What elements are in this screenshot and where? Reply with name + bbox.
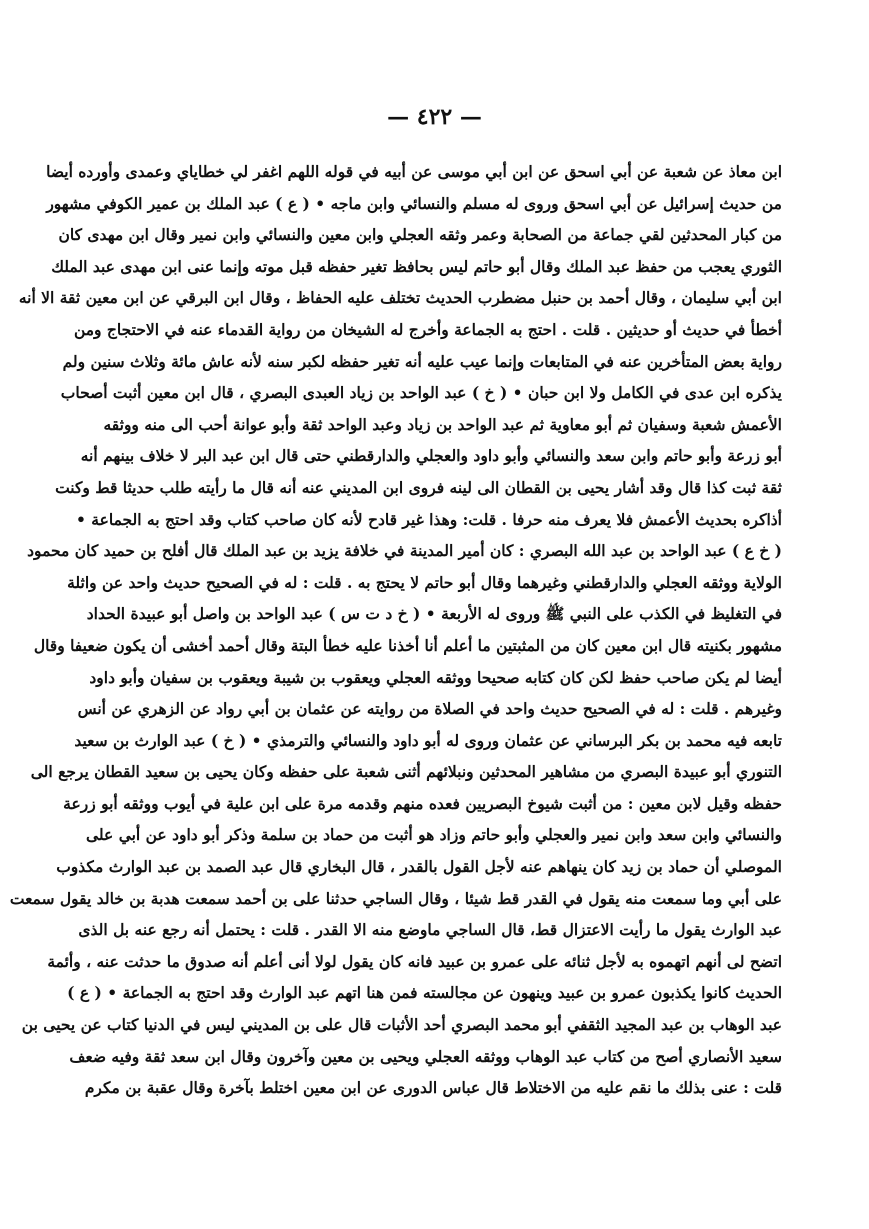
text-line: من حديث إسرائيل عن أبي اسحق وروى له مسلم والنسائي وابن ماجه • ( ع ) عبد الملك بن عمير الكوفي مشهور <box>46 193 782 213</box>
text-line: من كبار المحدثين لقي جماعة من الصحابة وعمر وثقه العجلي وابن معين والنسائي وابن نمير وقال ابن مهدى كان <box>58 225 782 245</box>
text-line: أخطأ في حديث أو حديثين . قلت . احتج به الجماعة وأخرج له الشيخان من رواية القدماء عنه في الاحتجاج ومن <box>73 319 782 339</box>
text-line: اتضح لى أنهم اتهموه به لأجل ثنائه على عمرو بن عبيد فانه كان يقول لولا أنى أعلم أنه صدوق ما حدثت عنه ، وأئمة <box>47 951 782 971</box>
text-line: على أبي وما سمعت منه يقول في القدر قط شيئا ، وقال الساجي حدثنا على بن أحمد سمعت هدبة بن خالد يقول سمعت <box>9 888 782 908</box>
text-line: الموصلي أن حماد بن زيد كان ينهاهم عنه لأجل القول بالقدر ، قال البخاري قال عبد الصمد بن عبد الوارث مكذوب <box>56 857 782 877</box>
text-line: وغيرهم . قلت : له في الصحيح حديث واحد في الصلاة من روايته عن عثمان بن أبي رواد عن الزهري عن أنس <box>77 699 782 719</box>
text-line: الأعمش شعبة وسفيان ثم أبو معاوية ثم عبد الواحد بن زياد وعبد الواحد ثقة وأبو عوانة أحب الى منه ووثقه <box>103 414 782 434</box>
text-line: الثوري يعجب من حفظ عبد الملك وقال أبو حاتم ليس بحافظ تغير حفظه قبل موته وإنما عنى ابن مهدى عبد الملك <box>51 256 782 276</box>
text-line: الولاية ووثقه العجلي والدارقطني وغيرهما وقال أبو حاتم لا يحتج به . قلت : له في الصحيح حديث واحد عن واثلة <box>67 572 782 592</box>
text-line: مشهور بكنيته قال ابن معين كان من المثبتين ما أعلم أنا أخذنا عليه خطأ البتة وقال أحمد أخشى أن يكون ضعيفا وقال <box>33 635 782 655</box>
text-line: سعيد الأنصاري أصح من كتاب عبد الوهاب ووثقه العجلي ويحيى بن معين وآخرون وقال ابن سعد ثقة وفيه ضعف <box>69 1046 782 1066</box>
text-line: ( خ ع ) عبد الواحد بن عبد الله البصري : كان أمير المدينة في خلافة يزيد بن عبد الملك قال أفلح بن حميد كان محمود <box>27 541 782 561</box>
text-line: ابن أبي سليمان ، وقال أحمد بن حنبل مضطرب الحديث تختلف عليه الحفاظ ، وقال ابن البرقي عن ابن معين ثقة الا أنه <box>18 288 782 308</box>
text-line: أبو زرعة وأبو حاتم وابن سعد والنسائي وأبو داود والعجلي والدارقطني حتى قال ابن عبد البر لا خلاف بينهم أنه <box>80 446 782 466</box>
text-line: عبد الوهاب بن عبد المجيد الثقفي أبو محمد البصري أحد الأثبات قال على بن المديني ليس في الدنيا كتاب عن يحيى بن <box>21 1015 782 1035</box>
text-line: أذاكره بحديث الأعمش فلا يعرف منه حرفا . قلت: وهذا غير قادح لأنه كان صاحب كتاب وقد احتج به الجماعة • <box>76 509 782 529</box>
text-line: تابعه فيه محمد بن بكر البرساني عن عثمان وروى له أبو داود والنسائي والترمذي • ( خ ) عبد الوارث بن سعيد <box>74 730 782 750</box>
body-text <box>9 156 782 1104</box>
text-line: عبد الوارث يقول ما رأيت الاعتزال قط، قال الساجي ماوضع منه الا القدر . قلت : يحتمل أنه رجع عنه بل الذى <box>78 920 782 940</box>
text-line: في التغليظ في الكذب على النبي ﷺ وروى له الأربعة • ( خ د ت س ) عبد الواحد بن واصل أبو عبيدة الحداد <box>86 604 782 624</box>
text-line: ابن معاذ عن شعبة عن أبي اسحق عن ابن أبي موسى عن أبيه في قوله اللهم اغفر لي خطاياي وعمدى وأورده أيضا <box>46 162 782 181</box>
text-line: التنوري أبو عبيدة البصري من مشاهير المحدثين ونبلائهم أثنى شعبة على حفظه وكان يحيى بن سعيد القطان يرجع الى <box>30 762 782 782</box>
text-line: حفظه وقيل لابن معين : من أثبت شيوخ البصريين فعده منهم وقدمه مرة على ابن علية في أيوب ووثقه أبو زرعة <box>63 793 782 813</box>
text-line: يذكره ابن عدى في الكامل ولا ابن حبان • ( خ ) عبد الواحد بن زياد العبدى البصري ، قال ابن معين أثبت أصحاب <box>60 383 782 403</box>
text-line: قلت : عنى بذلك ما نقم عليه من الاختلاط قال عباس الدورى عن ابن معين اختلط بآخرة وقال عقبة بن مكرم <box>84 1078 782 1098</box>
text-line: ثقة ثبت كذا قال وقد أشار يحيى بن القطان الى لينه فروى ابن المديني عنه أنه قال ما رأيته طلب حديثا قط وكنت <box>55 477 782 497</box>
page-number: — ٤٢٢ — <box>387 104 482 130</box>
text-line: الحديث كانوا يكذبون عمرو بن عبيد وينهون عن مجالسته فمن هنا اتهم عبد الوارث وقد احتج به الجماعة • ( ع ) <box>67 983 782 1003</box>
text-line: أيضا لم يكن صاحب حفظ لكن كان كتابه صحيحا ووثقه العجلي ويعقوب بن شيبة ويعقوب بن سفيان وأبو داود <box>89 667 782 687</box>
text-line: رواية بعض المتأخرين عنه في المتابعات وإنما عيب عليه أنه تغير حفظه لكبر سنه لأنه عاش مائة وثلاث سنين ولم <box>62 351 782 371</box>
text-line: والنسائي وابن سعد وابن نمير والعجلي وأبو حاتم وزاد هو أثبت من حماد بن سلمة وذكر أبو داود عن أبي على <box>86 825 782 845</box>
